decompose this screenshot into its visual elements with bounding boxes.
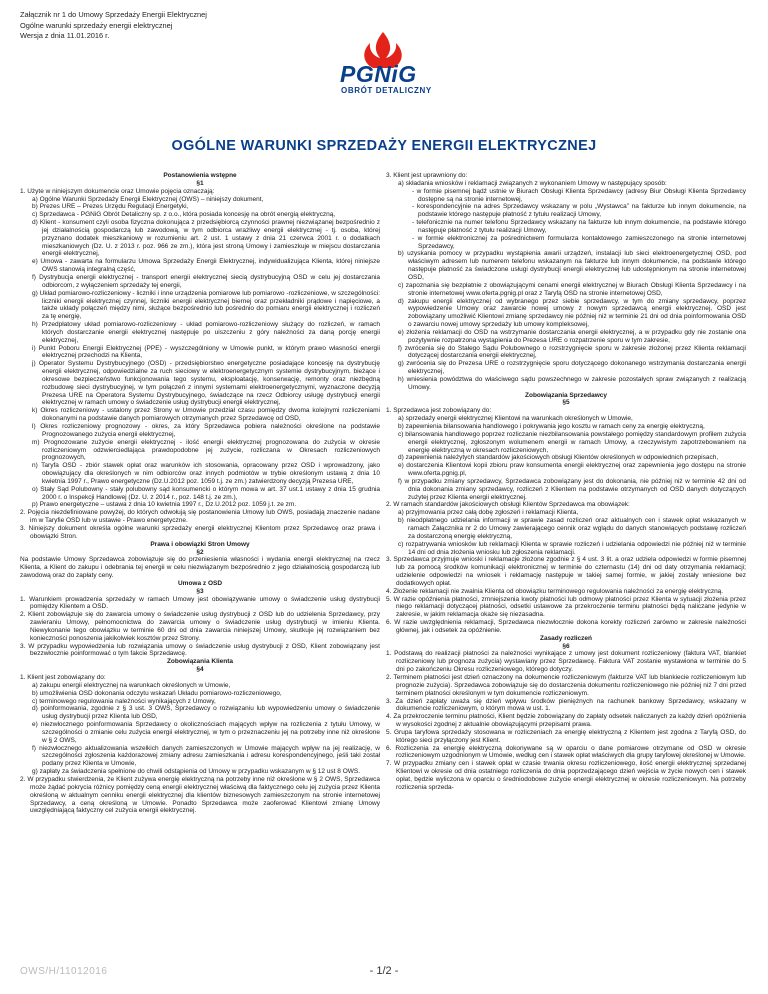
section-heading: §3 (196, 587, 204, 595)
logo-wordmark: PGNiG (340, 61, 417, 87)
clause-paragraph: a) przyjmowania przez całą dobę zgłoszeń i reklamacji Klienta, (398, 509, 579, 517)
clause-paragraph: i) Punkt Poboru Energii Elektrycznej (PPE) - wyszczególniony w Umowie punkt, w którym prawo własności energii elektrycznej przechodzi na Klienta, (32, 344, 380, 360)
clause-paragraph: a) Ogólne Warunki Sprzedaży Energii Elektrycznej (OWS) – niniejszy dokument, (32, 195, 264, 203)
clause-paragraph: b) zapewnienia bilansowania handlowego i pokrywania jego kosztu w ramach ceny za energię elektryczną, (398, 423, 705, 430)
clause-paragraph: e) Umowa - zawarta na formularzu Umowa Sprzedaży Energii Elektrycznej, indywidualizująca Klienta, której niniejsze OWS stanowią integralną część, (32, 258, 380, 274)
clause-paragraph: 3. Niniejszy dokument określa ogólne warunki sprzedaży energii elektrycznej Klientom przez Sprzedawcę oraz prawa i obowiązki Stron. (20, 524, 380, 540)
section-heading: §1 (196, 179, 204, 187)
clause-paragraph: - w formie elektronicznej za pośrednictwem formularza kontaktowego zamieszczonego na stronie internetowej Sprzedawcy, (412, 234, 746, 250)
clause-paragraph: a) zakupu energii elektrycznej na warunkach określonych w Umowie, (32, 681, 231, 689)
clause-paragraph: h) Przedpłatowy układ pomiarowo-rozliczeniowy - układ pomiarowo-rozliczeniowy służący do rozliczeń, w ramach których dostarczanie energii elektrycznej następuje po uiszczeniu z góry należności za daną porcję energii elektrycznej, (32, 321, 380, 344)
clause-paragraph: Na podstawie Umowy Sprzedawca zobowiązuje się do przeniesienia własności i wydania energii elektrycznej na rzecz Klienta, a Klient do zakupu i odebrania tej energii w celu niezwiązanym bezpośrednio z jego działalnością gospodarczą lub zawodową oraz do zapłaty ceny. (20, 556, 380, 580)
clause-paragraph: g) zwrócenia się do Prezesa URE o rozstrzygnięcie sporu dotyczącego dokonanego wstrzymania dostarczania energii elektrycznej, (398, 360, 746, 376)
clause-paragraph: b) Prezes URE – Prezes Urzędu Regulacji Energetyki, (32, 203, 189, 211)
clause-paragraph: o) Stały Sąd Polubowny - stały polubowny sąd konsumencki o którym mowa w art. 37 ust.1 ustawy z dnia 15 grudnia 2000 r. o Inspekcji Handlowej (Dz. U. z 2014 r., poz. 148 t.j. ze zm.), (32, 485, 380, 501)
clause-paragraph: 2. Pojęcia niezdefiniowane powyżej, do których odwołują się postanowienia Umowy lub OWS, posiadają znaczenie nadane im w Taryfie OSD lub w ustawie - Prawo energetyczne. (20, 509, 380, 525)
left-column (20, 172, 380, 815)
clause-paragraph: 2. Klient zobowiązuje się do zawarcia umowy o świadczenie usług dystrybucji z OSD lub do udzielenia Sprzedawcy, przy zawieraniu Umowy, pełnomocnictwa do zawarcia umowy o świadczenie usług dystrybucji w imieniu Klienta. Niewykonanie tego obowiązku w terminie 60 dni od dnia zawarcia niniejszej Umowy, skutkuje jej rozwiązaniem bez konieczności ponoszenia jakikolwiek kosztów przez Strony. (20, 611, 380, 642)
clause-paragraph: d) zakupu energii elektrycznej od wybranego przez siebie sprzedawcy, w tym do zmiany sprzedawcy, poprzez wypowiedzenie Umowy oraz zawarcie nowej umowy z nowym sprzedawcą energii elektrycznej, OSD jest zobowiązany umożliwić Klientowi zmianę sprzedawcy nie później niż w terminie 21 dni od dnia poinformowania OSD o zawarciu nowej umowy sprzedaży lub umowy kompleksowej, (398, 297, 746, 329)
clause-paragraph: 1. Sprzedawca jest zobowiązany do: (386, 407, 492, 415)
clause-paragraph: c) zapoznania się bezpłatnie z obowiązującymi cenami energii elektrycznej w Biurach Obsługi Klienta Sprzedawcy i na stronie internetowej www.oferta.pgnig.pl oraz z Taryfą OSD na stronie internetowej OSD, (398, 281, 746, 297)
clause-paragraph: b) umożliwienia OSD dokonania odczytu wskazań Układu pomiarowo-rozliczeniowego, (32, 689, 282, 697)
clause-paragraph: n) Taryfa OSD - zbiór stawek opłat oraz warunków ich stosowania, opracowany przez OSD i wprowadzony, jako obowiązujący dla określonych w nim odbiorców oraz innych podmiotów w trybie określonym ustawą z dnia 10 kwietnia 1997 r., Prawo energetyczne (Dz.U.2012 poz. 1059 t.j. ze zm.) zatwierdzony decyzją Prezesa URE, (32, 462, 380, 485)
clause-paragraph: g) Układ pomiarowo-rozliczeniowy - liczniki i inne urządzenia pomiarowe lub pomiarowo -rozliczeniowe, w szczególności: liczniki energii elektrycznej czynnej, liczniki energii elektrycznej biernej oraz przekładniki prądowe i napięciowe, a także układy połączeń między nimi, służące bezpośrednio lub pośrednio do pomiaru energii elektrycznej i rozliczeń za tę energię, (32, 289, 380, 321)
clause-paragraph: c) Sprzedawca - PGNiG Obrót Detaliczny sp. z o.o., która posiada koncesję na obrót energią elektryczną, (32, 211, 336, 219)
right-column (386, 172, 746, 792)
section-heading: §6 (562, 642, 570, 650)
clause-paragraph: m) Prognozowane zużycie energii elektrycznej - ilość energii elektrycznej prognozowana do zużycia w okresie rozliczeniowym odzwierciedlająca prawdopodobne jej zużycie, rozliczana w Okresach rozliczeniowych prognozowych, (32, 438, 380, 462)
clause-paragraph: 7. W przypadku zmiany cen i stawek opłat w czasie trwania okresu rozliczeniowego, ilość energii elektrycznej sprzedanej Klientowi w okresie od dnia ostatniego rozliczenia do dnia poprzedzającego dzień wejścia w życie nowych cen i stawek opłat, będzie wyliczona w oparciu o średniodobowe zużycie energii elektrycznej w okresie rozliczeniowym. Na potrzeby rozliczenia sprzeda- (386, 760, 746, 791)
clause-paragraph: 1. Użyte w niniejszym dokumencie oraz Umowie pojęcia oznaczają: (20, 187, 215, 195)
logo-subtitle: OBRÓT DETALICZNY (341, 86, 432, 95)
clause-paragraph: 3. Sprzedawca przyjmuje wnioski i reklamacje złożone zgodnie z § 4 ust. 3 lit. a oraz udziela odpowiedzi w formie pisemnej lub za pomocą środków komunikacji elektronicznej w terminie do czternastu (14) dni od daty otrzymania reklamacji; udzielenie odpowiedzi na wniosek i reklamację następuje w takiej samej formie, w jakiej zostały wniesione bez dodatkowych opłat. (386, 556, 746, 587)
clause-paragraph: c) bilansowania handlowego poprzez rozliczanie niezbilansowania powstałego pomiędzy standardowym profilem zużycia energii elektrycznej, zgłoszonym wolumenem energii w ramach Umowy, a rzeczywistym zapotrzebowaniem na energię elektryczną w okresach rozliczeniowych, (398, 430, 746, 454)
clause-paragraph: d) poinformowania, zgodnie z § 3 ust. 3 OWS, Sprzedawcy o rozwiązaniu lub wypowiedzeniu umowy o świadczenie usług dystrybucji przez Klienta lub OSD, (32, 705, 380, 721)
clause-paragraph: j) Operator Systemu Dystrybucyjnego (OSD) - przedsiębiorstwo energetyczne posiadające koncesję na dystrybucję energii elektrycznej, odpowiedzialne za ruch sieciowy w elektroenergetycznym systemie dystrybucyjnym, bieżące i okresowe bezpieczeństwo funkcjonowania tego systemu, eksploatację, konserwację, remonty oraz niezbędną rozbudowę sieci dystrybucyjnej, w tym połączeń z innymi systemami elektroenergetycznymi, wyznaczone decyzją Prezesa URE na Operatora Systemu Dystrybucyjnego, świadczące na rzecz Odbiorcy usługę dystrybucji energii elektrycznej w ramach umowy o świadczenie usług dystrybucji energii elektrycznej, (32, 360, 380, 407)
clause-paragraph: b) nieodpłatnego udzielania informacji w sprawie zasad rozliczeń oraz aktualnych cen i stawek opłat wskazanych w ramach Załącznika nr 2 do Umowy zawierającego cennik oraz wglądu do danych stanowiących podstawę rozliczeń za dostarczoną energię elektryczną, (398, 517, 746, 540)
clause-paragraph: 3. Klient jest uprawniony do: (386, 172, 468, 179)
clause-paragraph: g) zapłaty za świadczenia spełnione do chwili odstąpienia od Umowy w przypadku wskazanym w § 12 ust 8 OWS. (32, 768, 361, 776)
clause-paragraph: 3. Za dzień zapłaty uważa się dzień wpływu środków pieniężnych na rachunek bankowy Sprzedawcy, wskazany w dokumencie rozliczeniowym, o którym mowa w ust. 1. (386, 697, 746, 713)
section-heading: §4 (196, 666, 204, 674)
section-heading: Zobowiązania Sprzedawcy (525, 391, 607, 399)
clause-paragraph: e) dostarczenia Klientowi kopii zbioru praw konsumenta energii elektrycznej oraz zapewnienia jego dostępu na stronie www.oferta.pgnig.pl, (398, 462, 746, 478)
section-heading: Postanowienia wstępne (163, 172, 237, 179)
clause-paragraph: 4. Za przekroczenie terminu płatności, Klient będzie zobowiązany do zapłaty odsetek naliczanych za każdy dzień opóźnienia w wysokości zgodnej z aktualnie obowiązującymi przepisami prawa. (386, 713, 746, 729)
clause-paragraph: 6. W razie uwzględnienia reklamacji, Sprzedawca niezwłocznie dokona korekty rozliczeń zarówno w zakresie należności głównej, jak i odsetek za opóźnienie. (386, 619, 746, 634)
clause-paragraph: f) niezwłocznego aktualizowania wszelkich danych zamieszczonych w Umowie mających wpływ na jej realizację, w szczególności zgłoszenia każdorazowej zmiany adresu zamieszkania i adresu korespondencyjnego, jeśli taki został podany przez Klienta w Umowie, (32, 744, 380, 768)
clause-paragraph: 6. Rozliczenia za energię elektryczną dokonywane są w oparciu o dane pomiarowe otrzymane od OSD w okresie rozliczeniowym uzgodnionym w Umowie, według cen i stawek opłat właściwych dla grupy taryfowej określonej w Umowie. (386, 744, 746, 760)
clause-paragraph: f) Dystrybucja energii elektrycznej - transport energii elektrycznej siecią dystrybucyjną OSD w celu jej dostarczania odbiorcom, z wyłączeniem sprzedaży tej energii, (32, 273, 380, 289)
clause-paragraph: 5. Grupa taryfowa sprzedaży stosowana w rozliczeniach za energię elektryczną z Klientem jest zgodna z Taryfą OSD, do którego sieci przyłączony jest Klient. (386, 728, 746, 744)
clause-paragraph: e) złożenia reklamacji do OSD na wstrzymanie dostarczania energii elektrycznej, a w przypadku gdy nie zostanie ona pozytywnie rozpatrzona wystąpienia do Prezesa URE o rozpatrzenie sporu w tym zakresie, (398, 328, 746, 344)
section-heading: Umowa z OSD (177, 579, 223, 587)
clause-paragraph: a) sprzedaży energii elektrycznej Klientowi na warunkach określonych w Umowie, (398, 415, 633, 423)
document-title: OGÓLNE WARUNKI SPRZEDAŻY ENERGII ELEKTRYCZNEJ (171, 138, 597, 154)
clause-paragraph: p) Prawo energetyczne – ustawa z dnia 10 kwietnia 1997 r., Dz.U.2012 poz. 1059 j.t. ze zm. (32, 501, 297, 509)
clause-paragraph: h) wniesienia powództwa do właściwego sądu powszechnego w zakresie pozostałych spraw związanych z realizacją Umowy. (398, 375, 746, 391)
clause-paragraph: 5. W razie opóźnienia płatności, zmniejszenia kwoty płatności lub odmowy płatności przez Klienta w sytuacji złożenia przez niego reklamacji dotyczącej płatności, odsetki ustawowe za przekroczenie terminu płatności będą naliczane jedynie w zakresie, w jakim reklamacja okaże się niezasadna. (386, 595, 746, 619)
clause-paragraph: l) Okres rozliczeniowy prognozowy - okres, za który Sprzedawca pobiera należności określone na podstawie Prognozowanego zużycia energii elektrycznej, (32, 423, 380, 438)
clause-paragraph: d) zapewnienia należytych standardów jakościowych obsługi Klientów określonych w odpowiednich przepisach, (398, 454, 719, 462)
clause-paragraph: - telefonicznie na numer telefonu Sprzedawcy wskazany na fakturze lub innym dokumencie, na podstawie którego następuje płatność z tytułu realizacji Umowy, (412, 219, 746, 234)
page-number: - 1/2 - (369, 965, 399, 977)
clause-paragraph: - w formie pisemnej bądź ustnie w Biurach Obsługi Klienta Sprzedawcy (adresy Biur Obsługi Klienta Sprzedawcy dostępne są na stronie internetowej, (412, 187, 746, 203)
clause-paragraph: 2. W ramach standardów jakościowych obsługi Klientów Sprzedawca ma obowiązek: (386, 501, 630, 509)
clause-paragraph: f) w przypadku zmiany sprzedawcy, Sprzedawca zobowiązany jest do dokonania, nie później niż w terminie 42 dni od dnia dokonania zmiany sprzedawcy, rozliczeń z Klientem na podstawie otrzymanych od OSD danych dotyczących zużytej przez Klienta energii elektrycznej. (398, 477, 746, 501)
section-heading: Zasady rozliczeń (539, 634, 593, 642)
clause-paragraph: - korespondencyjnie na adres Sprzedawcy wskazany w polu „Wystawca” na fakturze lub innym dokumencie, na podstawie którego następuje płatność z tytułu realizacji Umowy, (412, 203, 746, 219)
clause-paragraph: c) rozpatrywania wniosków lub reklamacji Klienta w sprawie rozliczeń i udzielania odpowiedzi nie później niż w terminie 14 dni od dnia złożenia wniosku lub zgłoszenia reklamacji. (398, 540, 746, 556)
clause-paragraph: 1. Podstawą do realizacji płatności za należności wynikające z umowy jest dokument rozliczeniowy (faktura VAT, blankiet rozliczeniowy lub prognoza zużycia) wystawiany przez Sprzedawcę. Faktura VAT zostanie wystawiona w terminie do 5 dni po zakończeniu Okresu rozliczeniowego, którego dotyczy. (386, 650, 746, 674)
clause-paragraph: k) Okres rozliczeniowy - ustalony przez Strony w Umowie przedział czasu pomiędzy dwoma kolejnymi rozliczeniami dokonanymi na podstawie danych pomiarowych otrzymanych przez Sprzedawcę od OSD, (32, 407, 380, 423)
section-heading: §5 (562, 399, 570, 407)
clause-paragraph: f) zwrócenia się do Stałego Sądu Polubownego o rozstrzygnięcie sporu w zakresie złożonej przez Klienta reklamacji dotyczącej dostarczania energii elektrycznej, (398, 344, 746, 360)
clause-paragraph: 4. Złożenie reklamacji nie zwalnia Klienta od obowiązku terminowego regulowania należności za energię elektryczną. (386, 587, 724, 595)
clause-paragraph: e) niezwłocznego poinformowania Sprzedawcy o okolicznościach mających wpływ na rozliczenia z tytułu Umowy, w szczególności o zmianie celu zużycia energii elektrycznej, w tym o przeznaczeniu jej na potrzeby inne niż określone w § 2 OWS, (32, 721, 380, 744)
section-heading: Prawa i obowiązki Stron Umowy (150, 540, 250, 548)
clause-paragraph: 1. Klient jest zobowiązany do: (20, 674, 106, 681)
clause-paragraph: 2. W przypadku stwierdzenia, że Klient zużywa energię elektryczną na potrzeby inne niż określone w § 2 OWS, Sprzedawca może żądać pokrycia różnicy pomiędzy ceną energii elektrycznej właściwą dla faktycznego celu jej zużycia przez Klienta określoną w aktualnym cenniku energii elektrycznej dla klientów biznesowych zamieszczonym na stronie internetowej Sprzedawcy, a ceną określoną w Umowie. Ponadto Sprzedawca może zaoferować Klientowi zmianę Umowy uwzględniającą faktyczny cel zużycia energii elektrycznej. (20, 775, 380, 815)
clause-paragraph: b) uzyskania pomocy w przypadku wystąpienia awarii urządzeń, instalacji lub sieci elektroenergetycznej OSD, pod właściwym adresem lub numerem telefonu wskazanym na fakturze lub innym dokumencie, na podstawie którego następuje płatność za świadczone usługi dystrybucji energii elektrycznej lub udostępnionym na stronie internetowej OSD, (398, 250, 746, 281)
clause-paragraph: 1. Warunkiem prowadzenia sprzedaży w ramach Umowy jest obowiązywanie umowy o świadczenie usług dystrybucji pomiędzy Klientem a OSD. (20, 595, 380, 611)
header-version: Wersja z dnia 11.01.2016 r. (20, 31, 110, 40)
clause-paragraph: d) Klient - konsument czyli osoba fizyczna dokonująca z przedsiębiorcą czynności prawnej niezwiązanej bezpośrednio z jej działalnością gospodarczą lub zawodową, w tym odbiorca wrażliwy energii elektrycznej - tj. osoba, której przyznano dodatek mieszkaniowy w rozumieniu art. 2 ust. 1 ustawy z dnia 21 czerwca 2001 r. o dodatkach mieszkaniowych (Dz. U. z 2013 r. poz. 966 ze zm.), która jest stroną Umowy i zamieszkuje w miejscu dostarczania energii elektrycznej, (32, 219, 380, 258)
document-code: OWS/H/11012016 (20, 966, 108, 977)
clause-paragraph: 2. Terminem płatności jest dzień oznaczony na dokumencie rozliczeniowym (fakturze VAT lub blankiecie rozliczeniowym lub prognozie zużycia). Sprzedawca zobowiązuje się do dostarczenia dokumentu rozliczeniowego nie później niż 7 dni przed terminem płatności określonym w tym dokumencie rozliczeniowym. (386, 674, 746, 697)
clause-paragraph: c) terminowego regulowania należności wynikających z Umowy, (32, 697, 216, 705)
document-header (20, 10, 207, 42)
header-annex: Załącznik nr 1 do Umowy Sprzedaży Energii Elektrycznej (20, 10, 207, 19)
header-doc-name: Ogólne warunki sprzedaży energii elektrycznej (20, 20, 173, 30)
clause-paragraph: 3. W przypadku wypowiedzenia lub rozwiązania umowy o świadczenie usług dystrybucji z OSD, Klient zobowiązany jest bezzwłocznie poinformować o tym fakcie Sprzedawcę. (20, 642, 380, 658)
clause-paragraph: a) składania wniosków i reklamacji związanych z wykonaniem Umowy w następujący sposób: (398, 179, 667, 187)
section-heading: Zobowiązania Klienta (166, 658, 234, 666)
section-heading: §2 (196, 548, 204, 556)
